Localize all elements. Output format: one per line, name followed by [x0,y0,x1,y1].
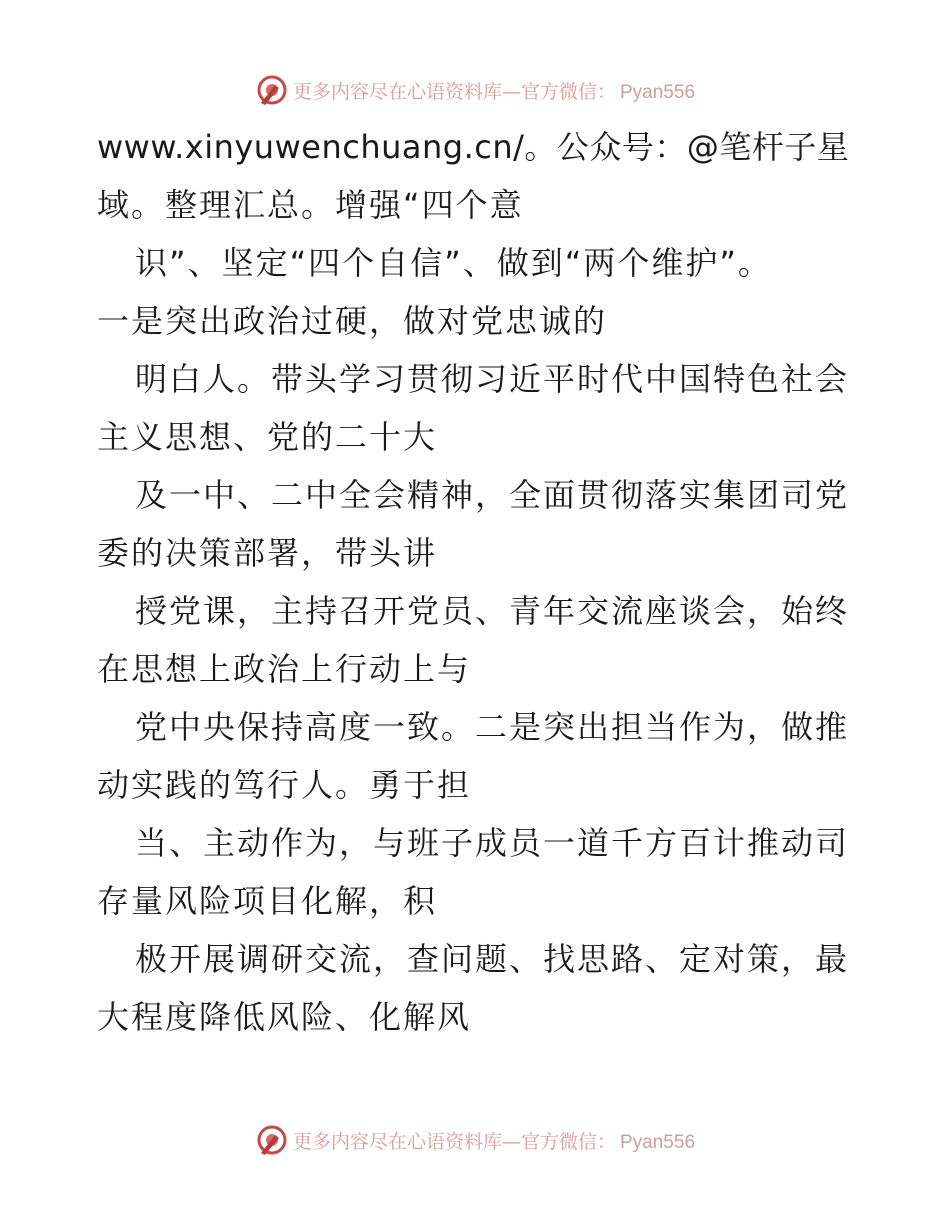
text-line: 一是突出政治过硬，做对党忠诚的 [97,302,608,340]
header-watermark [0,70,950,110]
text-line: 及一中、二中全会精神，全面贯彻落实集团司党 [135,476,850,514]
text-line: 党中央保持高度一致。二是突出担当作为，做推 [135,708,850,746]
text-line: 委的决策部署，带头讲 [97,534,438,572]
pen-logo-icon [255,73,289,107]
watermark-wechat-id: Pyan556 [620,1131,696,1153]
text-line: 动实践的笃行人。勇于担 [97,766,472,804]
watermark-wechat-id: Pyan556 [620,81,696,103]
text-line: 当、主动作为，与班子成员一道千方百计推动司 [135,824,850,862]
text-line: www.xinyuwenchuang.cn/。公众号：@笔杆子星 [97,128,850,166]
footer-watermark [0,1120,950,1160]
text-line: 存量风险项目化解，积 [97,882,438,920]
watermark-text: 更多内容尽在心语资料库—官方微信： Pyan556 [292,1130,696,1153]
text-line: 明白人。带头学习贯彻习近平时代中国特色社会 [135,360,850,398]
watermark-text: 更多内容尽在心语资料库—官方微信： Pyan556 [292,80,696,103]
text-line: 在思想上政治上行动上与 [97,650,472,688]
document-body [97,118,857,1046]
text-line: 识”、坚定“四个自信”、做到“两个维护”。 [135,244,772,282]
text-line: 授党课，主持召开党员、青年交流座谈会，始终 [135,592,850,630]
text-line: 域。整理汇总。增强“四个意 [97,186,524,224]
pen-logo-icon [255,1123,289,1157]
text-line: 极开展调研交流，查问题、找思路、定对策，最 [135,940,850,978]
text-line: 主义思想、党的二十大 [97,418,438,456]
text-line: 大程度降低风险、化解风 [97,998,472,1036]
